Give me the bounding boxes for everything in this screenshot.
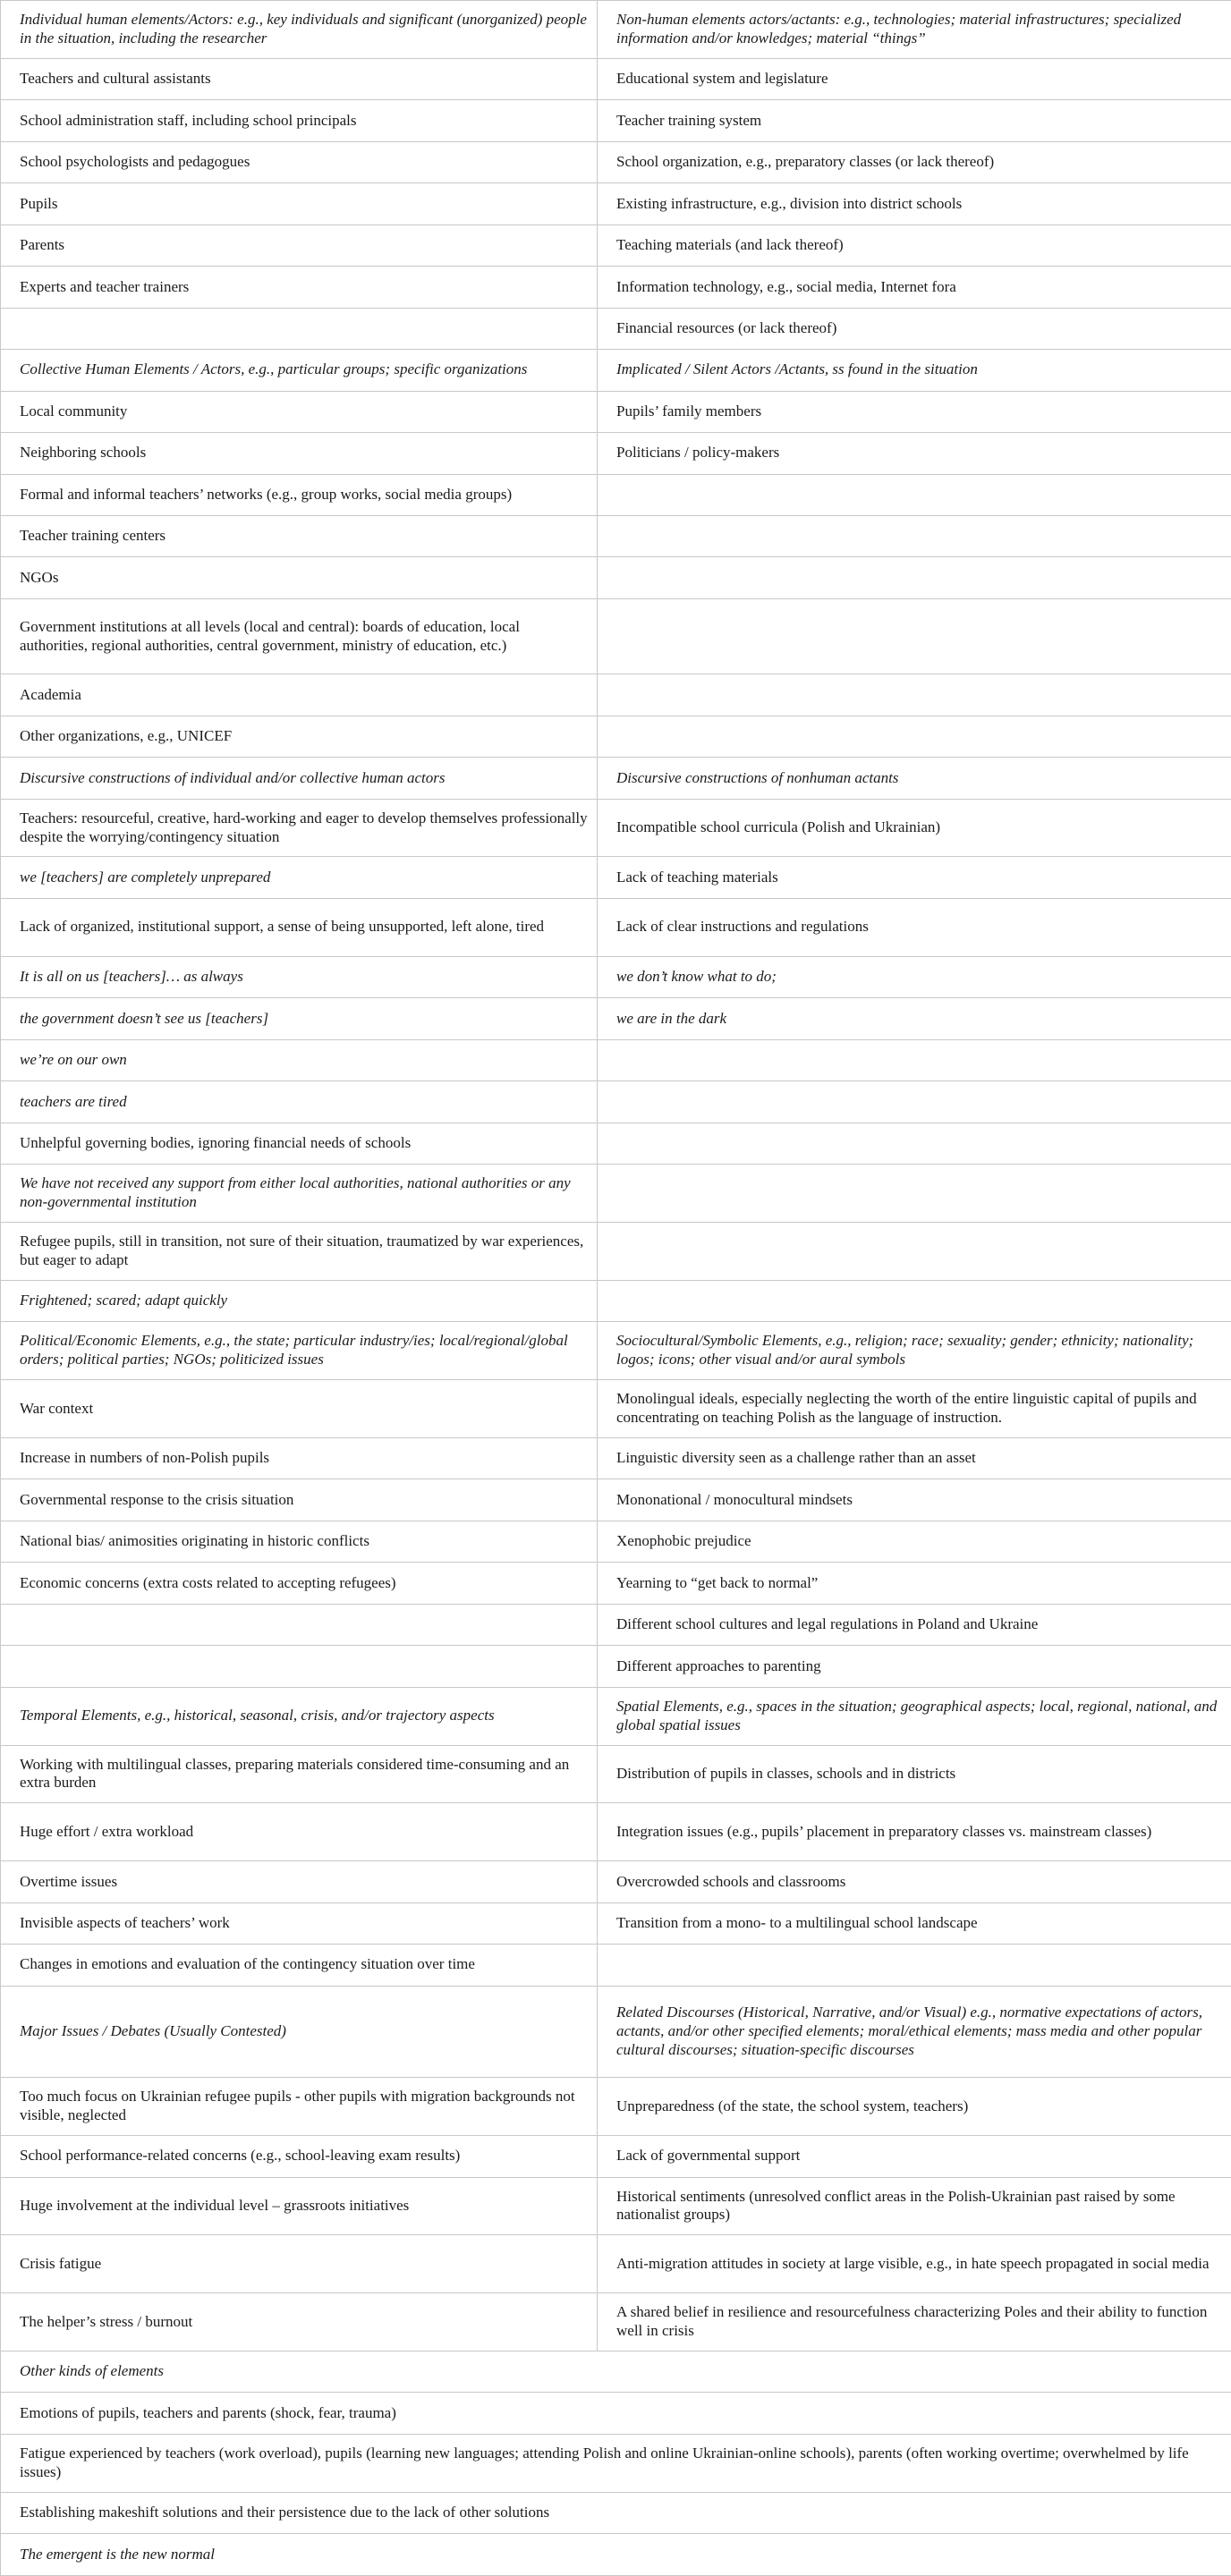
- right-cell: we don’t know what to do;: [598, 956, 1231, 997]
- table-row: [1, 1521, 1231, 1562]
- left-cell: Invisible aspects of teachers’ work: [1, 1902, 598, 1944]
- table-row: [1, 1081, 1231, 1123]
- table-row: [1, 1563, 1231, 1604]
- table-row: [1, 1479, 1231, 1521]
- full-width-cell: The emergent is the new normal: [1, 2534, 1231, 2576]
- table-row: [1, 1986, 1231, 2078]
- table-row: [1, 100, 1231, 141]
- right-cell: Anti-migration attitudes in society at large visible, e.g., in hate speech propagated in social media: [598, 2235, 1231, 2293]
- table-row: [1, 2136, 1231, 2177]
- left-cell: Refugee pupils, still in transition, not sure of their situation, traumatized by war experiences, but eager to adapt: [1, 1222, 598, 1280]
- left-cell: Temporal Elements, e.g., historical, seasonal, crisis, and/or trajectory aspects: [1, 1687, 598, 1745]
- left-cell: Government institutions at all levels (local and central): boards of education, local authorities, regional authorities, central government, ministry of education, etc.): [1, 598, 598, 674]
- right-cell: [598, 1123, 1231, 1164]
- left-cell: Pupils: [1, 183, 598, 225]
- table-row: [1, 183, 1231, 225]
- right-cell: Lack of clear instructions and regulations: [598, 898, 1231, 956]
- table-row: [1, 2293, 1231, 2351]
- full-width-cell: Establishing makeshift solutions and their persistence due to the lack of other solutions: [1, 2492, 1231, 2533]
- right-cell: School organization, e.g., preparatory classes (or lack thereof): [598, 141, 1231, 182]
- left-cell: Collective Human Elements / Actors, e.g., particular groups; specific organizations: [1, 350, 598, 391]
- left-cell: Crisis fatigue: [1, 2235, 598, 2293]
- table-row: [1, 1646, 1231, 1687]
- right-cell: Sociocultural/Symbolic Elements, e.g., religion; race; sexuality; gender; ethnicity; nationality; logos; icons; other visual and/or aural symbols: [598, 1322, 1231, 1380]
- right-cell: Lack of teaching materials: [598, 857, 1231, 898]
- table-row: [1, 1322, 1231, 1380]
- table-row: [1, 2534, 1231, 2576]
- table-row: [1, 1803, 1231, 1861]
- right-cell: [598, 1039, 1231, 1080]
- left-cell: Teacher training centers: [1, 515, 598, 556]
- right-cell: Financial resources (or lack thereof): [598, 308, 1231, 349]
- full-width-cell: Fatigue experienced by teachers (work overload), pupils (learning new languages; attending Polish and online Ukrainian-online schools), parents (often working overtime; overwhelmed by life issues): [1, 2434, 1231, 2492]
- left-cell: Increase in numbers of non-Polish pupils: [1, 1437, 598, 1479]
- right-cell: [598, 474, 1231, 515]
- table-row: [1, 58, 1231, 99]
- right-cell: Non-human elements actors/actants: e.g., technologies; material infrastructures; specialized information and/or knowledges; material “things”: [598, 1, 1231, 59]
- right-cell: Different school cultures and legal regulations in Poland and Ukraine: [598, 1604, 1231, 1645]
- right-cell: Unpreparedness (of the state, the school system, teachers): [598, 2078, 1231, 2136]
- right-cell: Yearning to “get back to normal”: [598, 1563, 1231, 1604]
- right-cell: Discursive constructions of nonhuman actants: [598, 758, 1231, 799]
- right-cell: Different approaches to parenting: [598, 1646, 1231, 1687]
- table-row: [1, 1687, 1231, 1745]
- left-cell: Teachers: resourceful, creative, hard-working and eager to develop themselves professionally despite the worrying/contingency situation: [1, 799, 598, 857]
- table-row: [1, 350, 1231, 391]
- table-row: [1, 2351, 1231, 2393]
- table-row: [1, 2235, 1231, 2293]
- left-cell: Frightened; scared; adapt quickly: [1, 1280, 598, 1321]
- table-row: [1, 1, 1231, 59]
- table-row: [1, 898, 1231, 956]
- right-cell: [598, 674, 1231, 716]
- right-cell: Pupils’ family members: [598, 391, 1231, 432]
- right-cell: we are in the dark: [598, 998, 1231, 1039]
- left-cell: we [teachers] are completely unprepared: [1, 857, 598, 898]
- full-width-cell: Emotions of pupils, teachers and parents (shock, fear, trauma): [1, 2393, 1231, 2434]
- left-cell: we’re on our own: [1, 1039, 598, 1080]
- left-cell: Individual human elements/Actors: e.g., key individuals and significant (unorganized) people in the situation, including the researcher: [1, 1, 598, 59]
- left-cell: National bias/ animosities originating in historic conflicts: [1, 1521, 598, 1562]
- left-cell: the government doesn’t see us [teachers]: [1, 998, 598, 1039]
- table-row: [1, 1380, 1231, 1438]
- right-cell: [598, 1945, 1231, 1986]
- table-row: [1, 474, 1231, 515]
- right-cell: [598, 716, 1231, 757]
- table-row: [1, 2177, 1231, 2235]
- left-cell: Huge effort / extra workload: [1, 1803, 598, 1861]
- left-cell: School administration staff, including school principals: [1, 100, 598, 141]
- left-cell: Neighboring schools: [1, 433, 598, 474]
- table-row: [1, 1280, 1231, 1321]
- table-row: [1, 2078, 1231, 2136]
- left-cell: Formal and informal teachers’ networks (e.g., group works, social media groups): [1, 474, 598, 515]
- table-row: [1, 1165, 1231, 1223]
- left-cell: Academia: [1, 674, 598, 716]
- left-cell: Huge involvement at the individual level – grassroots initiatives: [1, 2177, 598, 2235]
- left-cell: Changes in emotions and evaluation of the contingency situation over time: [1, 1945, 598, 1986]
- right-cell: Teacher training system: [598, 100, 1231, 141]
- right-cell: Mononational / monocultural mindsets: [598, 1479, 1231, 1521]
- table-row: [1, 433, 1231, 474]
- left-cell: We have not received any support from either local authorities, national authorities or any non-governmental institution: [1, 1165, 598, 1223]
- table-row: [1, 225, 1231, 266]
- left-cell: Parents: [1, 225, 598, 266]
- left-cell: Major Issues / Debates (Usually Contested): [1, 1986, 598, 2078]
- table-row: [1, 716, 1231, 757]
- left-cell: NGOs: [1, 557, 598, 598]
- table-row: [1, 1222, 1231, 1280]
- left-cell: [1, 308, 598, 349]
- table-row: [1, 674, 1231, 716]
- table-row: [1, 1745, 1231, 1803]
- right-cell: Overcrowded schools and classrooms: [598, 1861, 1231, 1902]
- right-cell: Distribution of pupils in classes, schools and in districts: [598, 1745, 1231, 1803]
- table-row: [1, 2492, 1231, 2533]
- right-cell: Historical sentiments (unresolved conflict areas in the Polish-Ukrainian past raised by some nationalist groups): [598, 2177, 1231, 2235]
- left-cell: Discursive constructions of individual and/or collective human actors: [1, 758, 598, 799]
- left-cell: Other organizations, e.g., UNICEF: [1, 716, 598, 757]
- right-cell: Xenophobic prejudice: [598, 1521, 1231, 1562]
- left-cell: War context: [1, 1380, 598, 1438]
- right-cell: Related Discourses (Historical, Narrative, and/or Visual) e.g., normative expectations of actors, actants, and/or other specified elements; moral/ethical elements; mass media and other popular cultural discourses; situation-specific discourses: [598, 1986, 1231, 2078]
- table-row: [1, 1437, 1231, 1479]
- right-cell: Transition from a mono- to a multilingual school landscape: [598, 1902, 1231, 1944]
- table-row: [1, 515, 1231, 556]
- table-row: [1, 141, 1231, 182]
- right-cell: [598, 1280, 1231, 1321]
- table-row: [1, 2434, 1231, 2492]
- table-row: [1, 956, 1231, 997]
- table-row: [1, 758, 1231, 799]
- left-cell: Political/Economic Elements, e.g., the state; particular industry/ies; local/regional/global orders; political parties; NGOs; politicized issues: [1, 1322, 598, 1380]
- left-cell: Experts and teacher trainers: [1, 267, 598, 308]
- right-cell: Politicians / policy-makers: [598, 433, 1231, 474]
- table-row: [1, 1861, 1231, 1902]
- right-cell: [598, 598, 1231, 674]
- table-row: [1, 1123, 1231, 1164]
- table-row: [1, 998, 1231, 1039]
- left-cell: School psychologists and pedagogues: [1, 141, 598, 182]
- right-cell: Monolingual ideals, especially neglecting the worth of the entire linguistic capital of pupils and concentrating on teaching Polish as the language of instruction.: [598, 1380, 1231, 1438]
- table-row: [1, 267, 1231, 308]
- right-cell: Teaching materials (and lack thereof): [598, 225, 1231, 266]
- table-row: [1, 857, 1231, 898]
- table-row: [1, 1902, 1231, 1944]
- table-row: [1, 557, 1231, 598]
- table-body: [1, 1, 1231, 2576]
- left-cell: teachers are tired: [1, 1081, 598, 1123]
- left-cell: Economic concerns (extra costs related to accepting refugees): [1, 1563, 598, 1604]
- right-cell: Spatial Elements, e.g., spaces in the situation; geographical aspects; local, regional, national, and global spatial issues: [598, 1687, 1231, 1745]
- table-row: [1, 799, 1231, 857]
- left-cell: Local community: [1, 391, 598, 432]
- right-cell: [598, 1081, 1231, 1123]
- right-cell: [598, 1222, 1231, 1280]
- left-cell: Lack of organized, institutional support, a sense of being unsupported, left alone, tired: [1, 898, 598, 956]
- table-row: [1, 308, 1231, 349]
- table-row: [1, 1039, 1231, 1080]
- left-cell: Teachers and cultural assistants: [1, 58, 598, 99]
- right-cell: Incompatible school curricula (Polish and Ukrainian): [598, 799, 1231, 857]
- left-cell: Too much focus on Ukrainian refugee pupils - other pupils with migration backgrounds not visible, neglected: [1, 2078, 598, 2136]
- left-cell: [1, 1646, 598, 1687]
- table-row: [1, 1945, 1231, 1986]
- right-cell: Existing infrastructure, e.g., division into district schools: [598, 183, 1231, 225]
- left-cell: The helper’s stress / burnout: [1, 2293, 598, 2351]
- right-cell: Educational system and legislature: [598, 58, 1231, 99]
- left-cell: [1, 1604, 598, 1645]
- right-cell: [598, 515, 1231, 556]
- right-cell: A shared belief in resilience and resourcefulness characterizing Poles and their ability to function well in crisis: [598, 2293, 1231, 2351]
- left-cell: School performance-related concerns (e.g., school-leaving exam results): [1, 2136, 598, 2177]
- left-cell: Governmental response to the crisis situation: [1, 1479, 598, 1521]
- right-cell: Lack of governmental support: [598, 2136, 1231, 2177]
- left-cell: Unhelpful governing bodies, ignoring financial needs of schools: [1, 1123, 598, 1164]
- right-cell: Integration issues (e.g., pupils’ placement in preparatory classes vs. mainstream classes): [598, 1803, 1231, 1861]
- table-row: [1, 2393, 1231, 2434]
- table-row: [1, 598, 1231, 674]
- right-cell: Implicated / Silent Actors /Actants, ss found in the situation: [598, 350, 1231, 391]
- left-cell: Working with multilingual classes, preparing materials considered time-consuming and an extra burden: [1, 1745, 598, 1803]
- left-cell: Overtime issues: [1, 1861, 598, 1902]
- right-cell: [598, 557, 1231, 598]
- right-cell: [598, 1165, 1231, 1223]
- right-cell: Information technology, e.g., social media, Internet fora: [598, 267, 1231, 308]
- right-cell: Linguistic diversity seen as a challenge rather than an asset: [598, 1437, 1231, 1479]
- table-row: [1, 1604, 1231, 1645]
- left-cell: It is all on us [teachers]… as always: [1, 956, 598, 997]
- full-width-cell: Other kinds of elements: [1, 2351, 1231, 2393]
- table-row: [1, 391, 1231, 432]
